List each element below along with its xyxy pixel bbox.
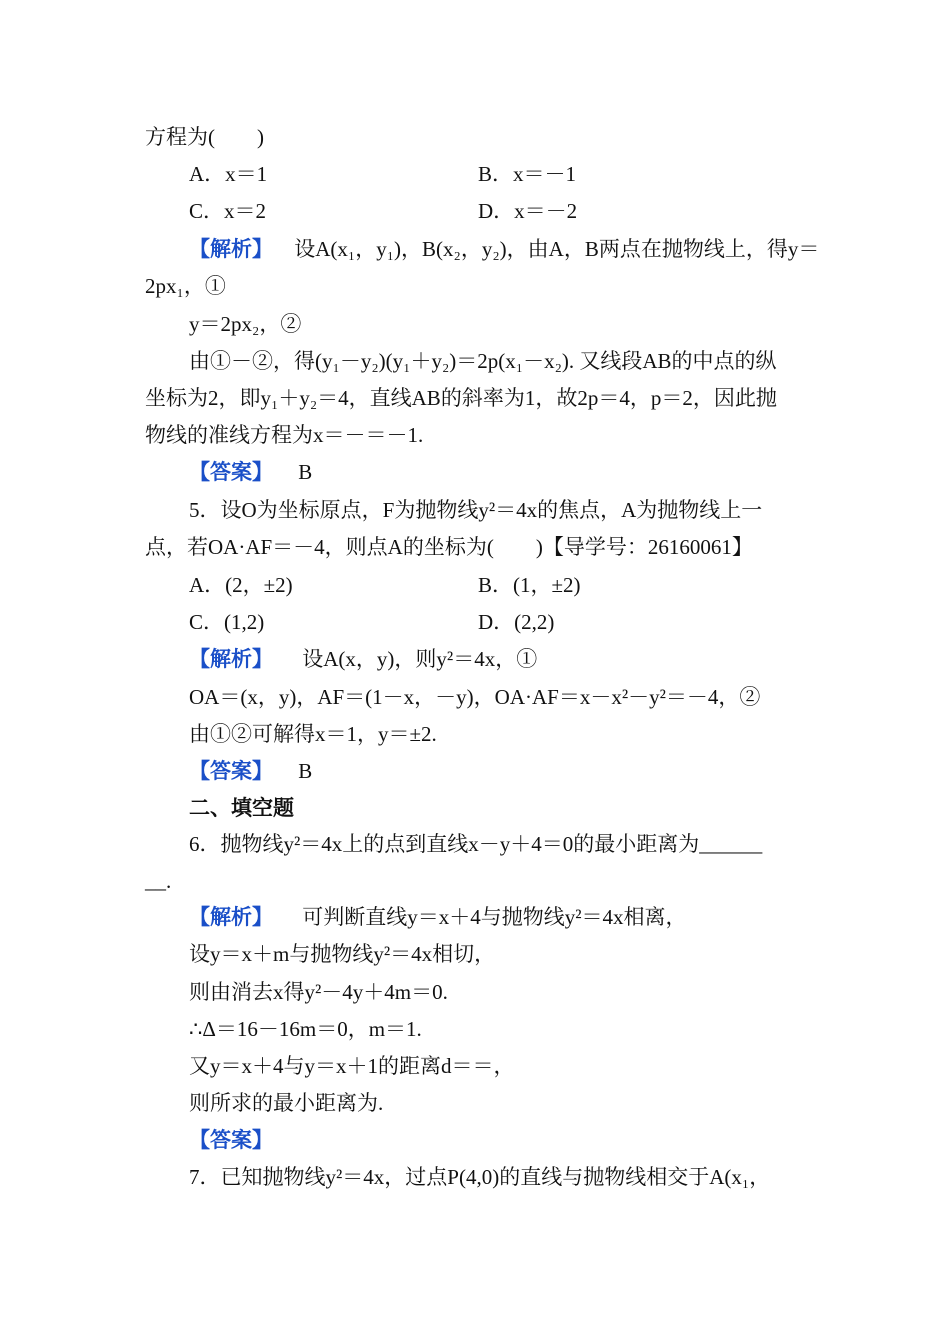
option-c: C．(1,2) — [189, 610, 265, 634]
analysis-label: 【解析】 — [189, 237, 273, 261]
solution-line — [189, 236, 819, 262]
question-4-stem-end: 方程为( ) — [145, 125, 264, 149]
solution-line: 由①②可解得x＝1，y＝±2. — [189, 722, 437, 746]
answer-value: B — [298, 759, 313, 783]
answer-line — [189, 459, 312, 485]
solution-line: 坐标为2，即y₁＋y₂＝4，直线AB的斜率为1，故2p＝4，p＝2，因此抛 — [145, 386, 777, 410]
analysis-label: 【解析】 — [189, 647, 273, 671]
solution-line: y＝2px₂，② — [189, 312, 302, 336]
solution-line: ∴Δ＝16－16m＝0，m＝1. — [189, 1017, 422, 1041]
question-6-stem: __. — [145, 869, 172, 893]
solution-line: 设y＝x＋m与抛物线y²＝4x相切， — [189, 942, 496, 966]
solution-line: 则所求的最小距离为. — [189, 1091, 384, 1115]
option-c: C．x＝2 — [189, 199, 267, 223]
answer-value: B — [298, 460, 313, 484]
answer-line — [189, 1127, 273, 1153]
answer-label: 【答案】 — [189, 1128, 273, 1152]
question-5-stem: 点，若OA·AF＝－4，则点A的坐标为( )【导学号：26160061】 — [145, 535, 753, 559]
solution-line: 物线的准线方程为x＝－＝－1. — [145, 423, 424, 447]
question-7-stem: 7．已知抛物线y²＝4x，过点P(4,0)的直线与抛物线相交于A(x₁， — [189, 1165, 771, 1189]
answer-label: 【答案】 — [189, 759, 273, 783]
option-b: B．(1，±2) — [478, 573, 581, 597]
solution-line — [189, 646, 537, 672]
solution-line: 2px₁，① — [145, 274, 226, 298]
solution-text: 设A(x，y)，则y²＝4x，① — [302, 647, 538, 671]
question-5-stem: 5．设O为坐标原点，F为抛物线y²＝4x的焦点，A为抛物线上一 — [189, 498, 763, 522]
solution-line: 由①－②，得(y₁－y₂)(y₁＋y₂)＝2p(x₁－x₂). 又线段AB的中点的纵 — [189, 349, 777, 373]
answer-label: 【答案】 — [189, 460, 273, 484]
option-a: A．(2，±2) — [189, 573, 293, 597]
option-d: D．(2,2) — [478, 610, 555, 634]
option-a: A．x＝1 — [189, 162, 268, 186]
option-b: B．x＝－1 — [478, 162, 577, 186]
option-d: D．x＝－2 — [478, 199, 578, 223]
answer-line — [189, 758, 312, 784]
section-heading: 二、填空题 — [189, 796, 294, 820]
solution-line: 又y＝x＋4与y＝x＋1的距离d＝＝， — [189, 1054, 515, 1078]
solution-text: 可判断直线y＝x＋4与抛物线y²＝4x相离， — [302, 905, 687, 929]
solution-line: OA＝(x，y)，AF＝(1－x，－y)，OA·AF＝x－x²－y²＝－4，② — [189, 685, 761, 709]
analysis-label: 【解析】 — [189, 905, 273, 929]
question-6-stem: 6．抛物线y²＝4x上的点到直线x－y＋4＝0的最小距离为______ — [189, 832, 763, 856]
solution-line — [189, 904, 687, 930]
solution-text: 设A(x₁，y₁)，B(x₂，y₂)，由A，B两点在抛物线上，得y＝ — [294, 237, 820, 261]
solution-line: 则由消去x得y²－4y＋4m＝0. — [189, 980, 448, 1004]
